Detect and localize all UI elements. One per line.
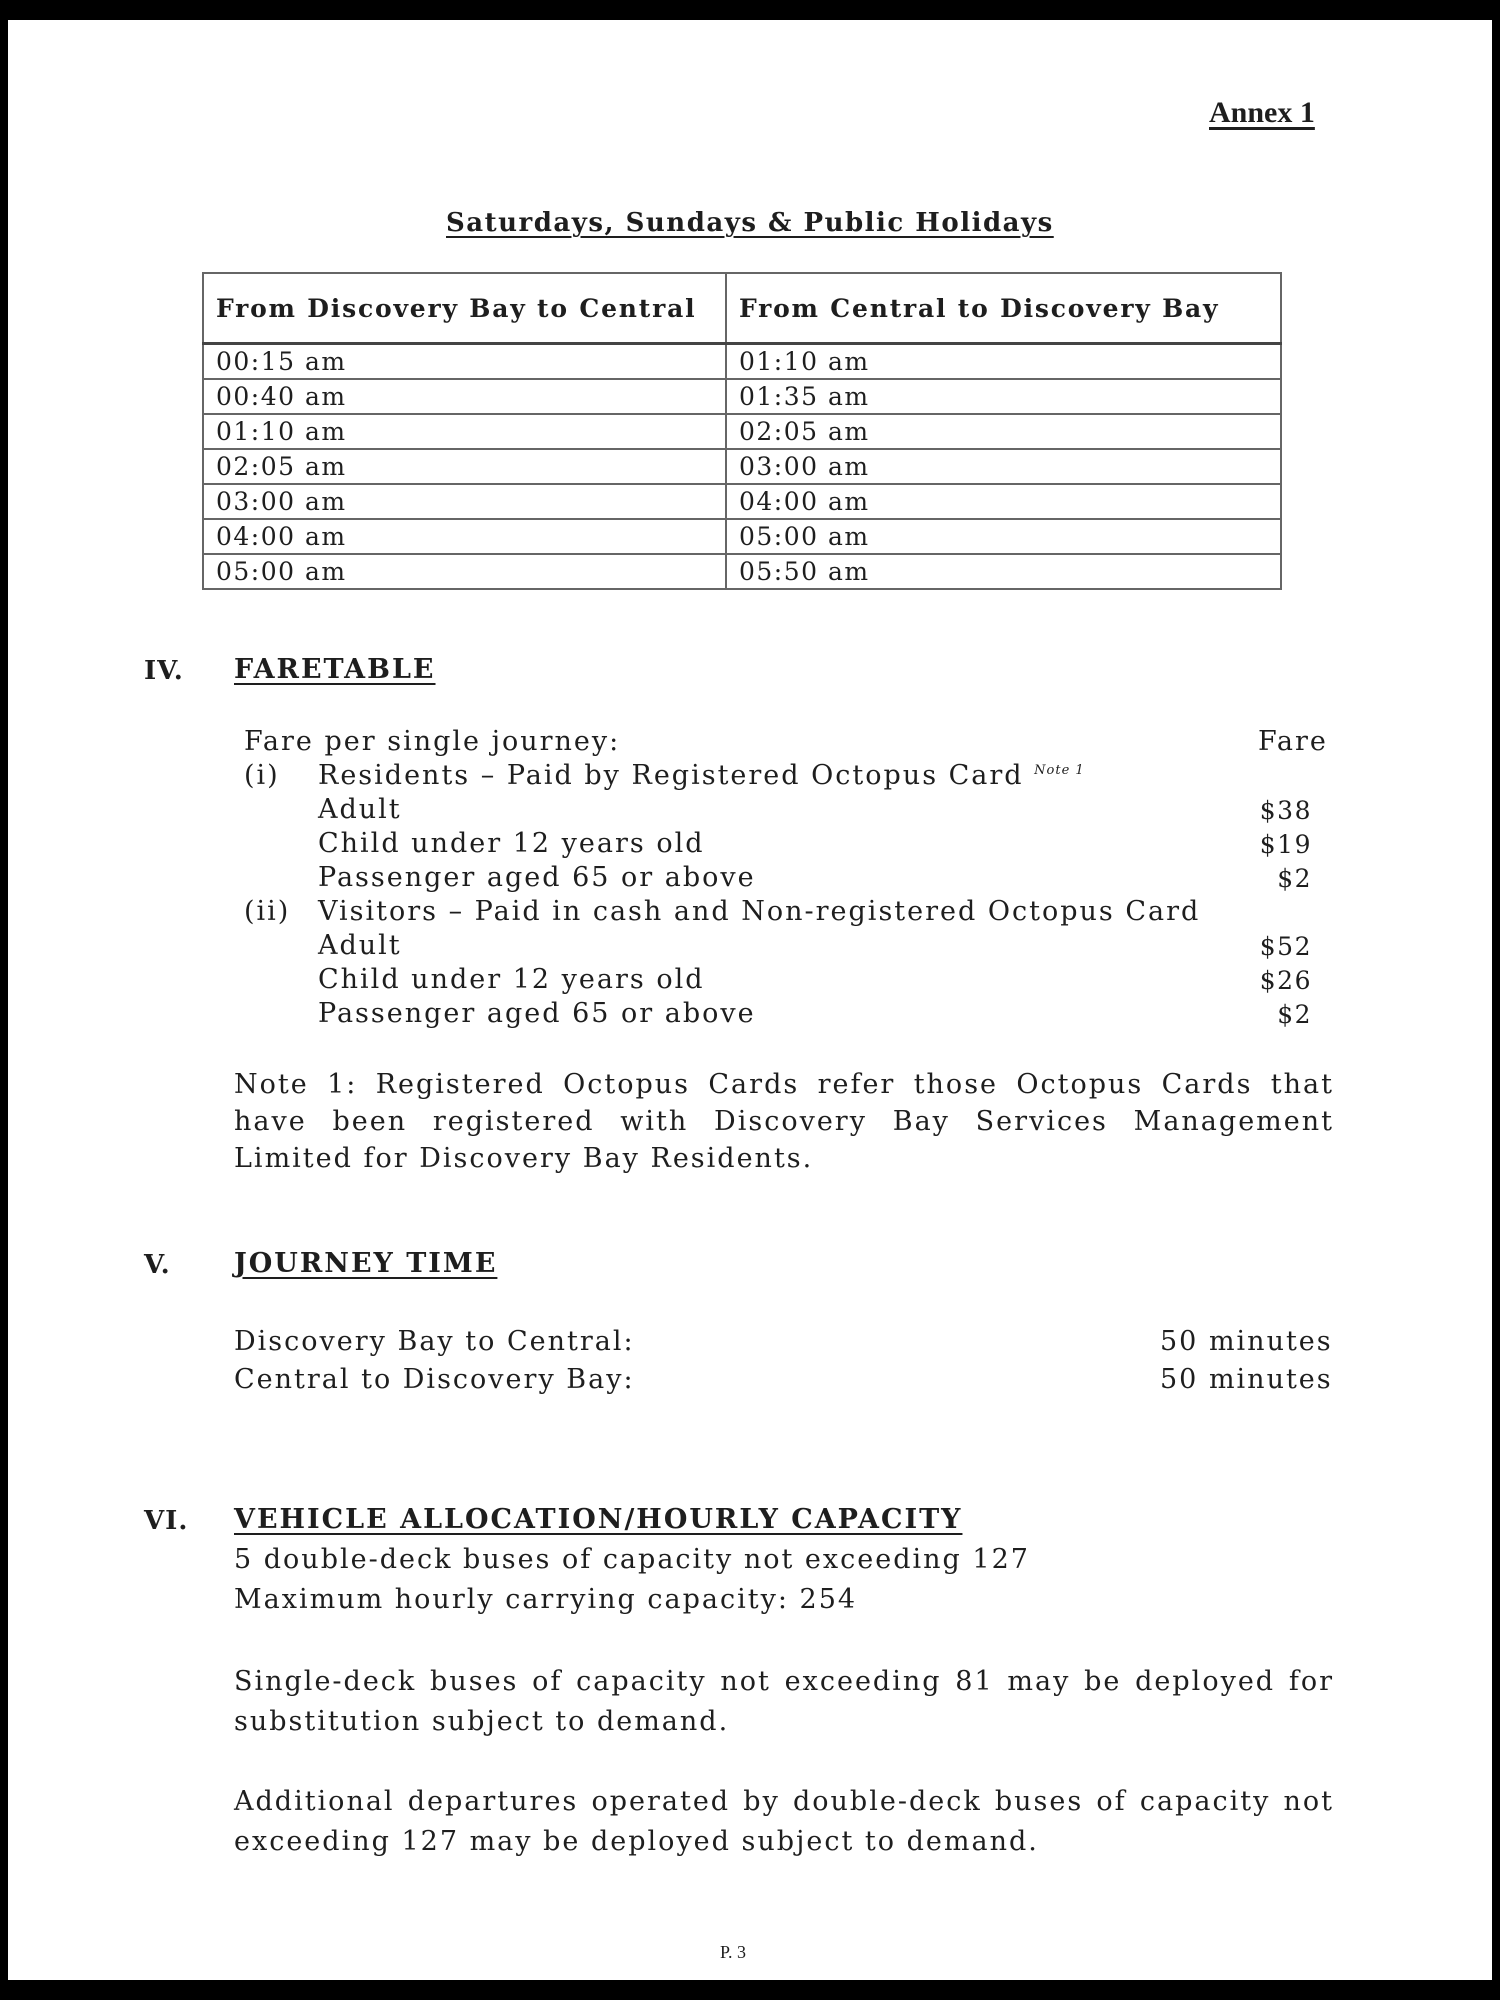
departure-time: 05:50 am bbox=[726, 554, 1281, 589]
fare-group-label bbox=[318, 760, 1085, 791]
fare-group-marker: (i) bbox=[244, 760, 280, 791]
table-row bbox=[203, 519, 1281, 554]
section-number-vehicle: VI. bbox=[144, 1506, 189, 1536]
departure-time: 01:10 am bbox=[726, 344, 1281, 380]
fare-item-label: Passenger aged 65 or above bbox=[318, 998, 756, 1029]
departure-time: 02:05 am bbox=[203, 449, 726, 484]
fare-value: $38 bbox=[1259, 796, 1312, 825]
section-title-faretable: FARETABLE bbox=[234, 654, 436, 685]
table-row bbox=[203, 414, 1281, 449]
departure-time: 01:10 am bbox=[203, 414, 726, 449]
fare-value: $26 bbox=[1259, 966, 1312, 995]
fare-column-header: Fare bbox=[1258, 726, 1328, 757]
journey-label: Central to Discovery Bay: bbox=[234, 1364, 635, 1395]
schedule-header-row bbox=[203, 273, 1281, 344]
note-reference: Note 1 bbox=[1034, 763, 1085, 778]
schedule-title: Saturdays, Sundays & Public Holidays bbox=[446, 208, 1054, 238]
section-title-vehicle: VEHICLE ALLOCATION/HOURLY CAPACITY bbox=[234, 1504, 963, 1535]
table-row bbox=[203, 554, 1281, 589]
additional-departures-paragraph: Additional departures operated by double-deck buses of capacity not exceeding 127 may be deployed subject to demand. bbox=[234, 1786, 1334, 1857]
departure-time: 04:00 am bbox=[726, 484, 1281, 519]
substitution-paragraph: Single-deck buses of capacity not exceeding 81 may be deployed for substitution subject to demand. bbox=[234, 1666, 1334, 1737]
fare-value: $2 bbox=[1277, 1000, 1312, 1029]
fare-item-label: Child under 12 years old bbox=[318, 964, 705, 995]
section-title-journey: JOURNEY TIME bbox=[234, 1248, 498, 1279]
schedule-header-inbound: From Central to Discovery Bay bbox=[726, 273, 1281, 344]
departure-time: 02:05 am bbox=[726, 414, 1281, 449]
departure-time: 05:00 am bbox=[726, 519, 1281, 554]
table-row bbox=[203, 344, 1281, 380]
departure-time: 00:40 am bbox=[203, 379, 726, 414]
page-number: P. 3 bbox=[720, 1942, 747, 1962]
schedule-table bbox=[202, 272, 1282, 590]
table-row bbox=[203, 449, 1281, 484]
annex-label: Annex 1 bbox=[1209, 96, 1315, 129]
fare-item-label: Adult bbox=[318, 930, 402, 961]
departure-time: 04:00 am bbox=[203, 519, 726, 554]
vehicle-allocation-line: 5 double-deck buses of capacity not exceeding 127 bbox=[234, 1544, 1030, 1575]
journey-value: 50 minutes bbox=[1160, 1326, 1333, 1357]
fare-item-label: Adult bbox=[318, 794, 402, 825]
journey-value: 50 minutes bbox=[1160, 1364, 1333, 1395]
section-number-faretable: IV. bbox=[144, 656, 184, 686]
fare-value: $19 bbox=[1259, 830, 1312, 859]
journey-label: Discovery Bay to Central: bbox=[234, 1326, 635, 1357]
hourly-capacity-line: Maximum hourly carrying capacity: 254 bbox=[234, 1584, 858, 1615]
fare-item-label: Child under 12 years old bbox=[318, 828, 705, 859]
departure-time: 05:00 am bbox=[203, 554, 726, 589]
section-number-journey: V. bbox=[144, 1250, 171, 1280]
departure-time: 01:35 am bbox=[726, 379, 1281, 414]
fare-group-title: Residents – Paid by Registered Octopus Card bbox=[318, 760, 1024, 791]
document-page bbox=[8, 20, 1492, 1980]
fare-intro: Fare per single journey: bbox=[244, 726, 621, 757]
table-row bbox=[203, 484, 1281, 519]
fare-value: $2 bbox=[1277, 864, 1312, 893]
departure-time: 03:00 am bbox=[726, 449, 1281, 484]
schedule-header-outbound: From Discovery Bay to Central bbox=[203, 273, 726, 344]
departure-time: 00:15 am bbox=[203, 344, 726, 380]
fare-item-label: Passenger aged 65 or above bbox=[318, 862, 756, 893]
table-row bbox=[203, 379, 1281, 414]
departure-time: 03:00 am bbox=[203, 484, 726, 519]
fare-value: $52 bbox=[1259, 932, 1312, 961]
fare-note: Note 1: Registered Octopus Cards refer those Octopus Cards that have been registered with Discovery Bay Services Management Limited for Discovery Bay Residents. bbox=[234, 1069, 1334, 1174]
fare-group-title: Visitors – Paid in cash and Non-registered Octopus Card bbox=[318, 896, 1201, 927]
fare-group-marker: (ii) bbox=[244, 896, 291, 927]
